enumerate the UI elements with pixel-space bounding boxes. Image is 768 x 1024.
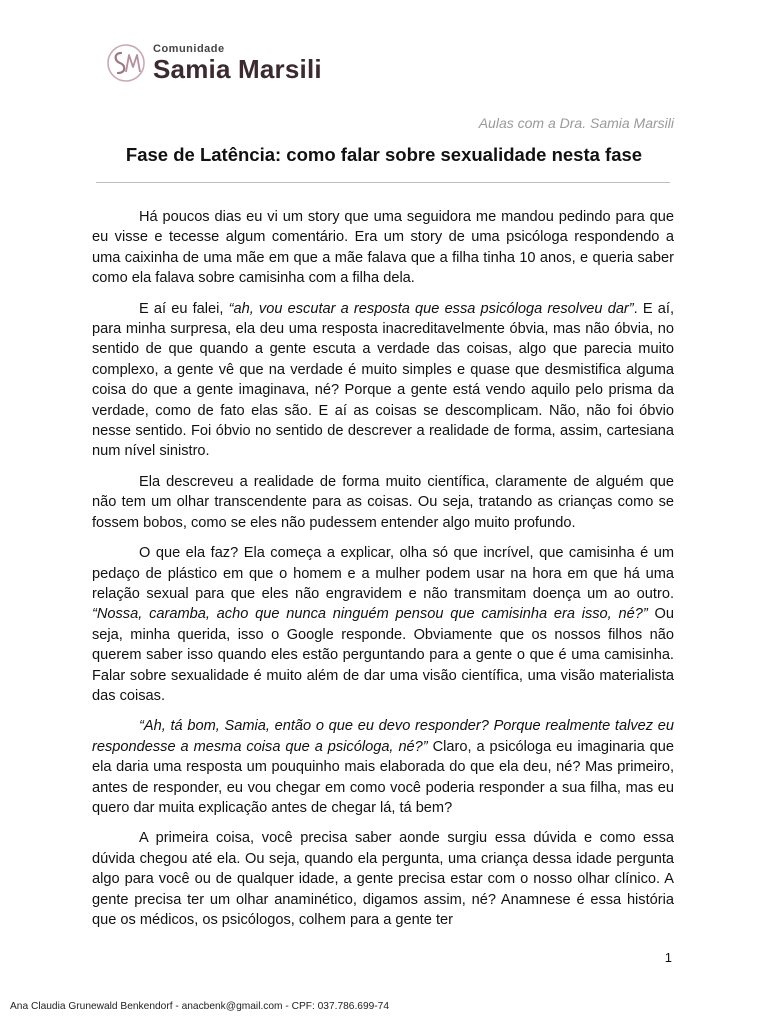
- paragraph-text: O que ela faz? Ela começa a explicar, olha só que incrível, que camisinha é um pedaço de plástico em que o homem e a mulher podem usar na hora em que há uma relação sexual para que eles não engravidem e não transmitam doença um ao outro.: [92, 545, 674, 602]
- community-logo: [105, 42, 322, 84]
- logo-community-label: Comunidade: [153, 43, 225, 55]
- paragraph-text: E aí eu falei,: [139, 300, 229, 317]
- body-paragraph: [92, 543, 674, 706]
- paragraph-text: Há poucos dias eu vi um story que uma seguidora me mandou pedindo para que eu visse e tecesse algum comentário. Era um story de uma psicóloga respondendo a uma caixinha de uma mãe em que a mãe falava que a filha tinha 10 anos, e queria saber como ela falava sobre camisinha com a filha dela.: [92, 209, 674, 287]
- page-number: 1: [664, 950, 672, 965]
- logo-monogram-icon: [105, 42, 147, 84]
- quoted-speech: “Ah, tá bom, Samia, então o que eu devo responder? Porque realmente talvez eu respondesse a mesma coisa que a psicóloga, né?”: [92, 718, 674, 755]
- logo-brand-name: Samia Marsili: [153, 54, 322, 84]
- body-paragraph: [92, 716, 674, 818]
- body-paragraph: [92, 472, 674, 533]
- quoted-speech: “Nossa, caramba, acho que nunca ninguém pensou que camisinha era isso, né?”: [92, 606, 648, 623]
- paragraph-text: . E aí, para minha surpresa, ela deu uma resposta inacreditavelmente óbvia, mas não óbvia, no sentido de que quando a gente escuta a verdade das coisas, algo que parecia muito complexo, a gente vê que na verdade é muito simples e quase que desmistifica alguma coisa do que a gente imaginava, né? Porque a gente está vendo aquilo pelo prisma da verdade, como de fato elas são. E aí as coisas se descomplicam. Não, não foi óbvio nesse sentido. Foi óbvio no sentido de descrever a realidade de forma, assim, cartesiana num nível sinistro.: [92, 300, 674, 460]
- paragraph-text: Ou seja, minha querida, isso o Google responde. Obviamente que os nossos filhos não querem saber isso quando eles estão perguntando para a gente o que é uma camisinha. Falar sobre sexualidade é muito além de dar uma visão científica, uma visão materialista das coisas.: [92, 606, 674, 704]
- course-subtitle: Aulas com a Dra. Samia Marsili: [478, 115, 674, 131]
- paragraph-text: A primeira coisa, você precisa saber aonde surgiu essa dúvida e como essa dúvida chegou até ela. Ou seja, quando ela pergunta, uma criança dessa idade pergunta algo para você ou de qualquer idade, a gente precisa estar com o nosso olhar clínico. A gente precisa ter um olhar anaminético, digamos assim, né? Anamnese é essa história que os médicos, os psicólogos, colhem para a gente ter: [92, 830, 674, 928]
- document-body: [92, 207, 674, 940]
- body-paragraph: [92, 828, 674, 930]
- document-title: Fase de Latência: como falar sobre sexualidade nesta fase: [125, 144, 643, 165]
- quoted-speech: “ah, vou escutar a resposta que essa psicóloga resolveu dar”: [228, 300, 634, 317]
- paragraph-text: Claro, a psicóloga eu imaginaria que ela daria uma resposta um pouquinho mais elaborada do que ela deu, né? Mas primeiro, antes de responder, eu vou chegar em como você poderia responder a sua filha, mas eu quero dar muita explicação antes de chegar lá, tá bem?: [92, 738, 674, 816]
- footer-watermark: Ana Claudia Grunewald Benkendorf - anacbenk@gmail.com - CPF: 037.786.699-74: [10, 1001, 390, 1012]
- body-paragraph: [92, 207, 674, 289]
- title-divider: [96, 182, 670, 183]
- paragraph-text: Ela descreveu a realidade de forma muito científica, claramente de alguém que não tem um olhar transcendente para as coisas. Ou seja, tratando as crianças como se fossem bobos, como se eles não pudessem entender algo muito profundo.: [92, 473, 674, 531]
- body-paragraph: [92, 299, 674, 462]
